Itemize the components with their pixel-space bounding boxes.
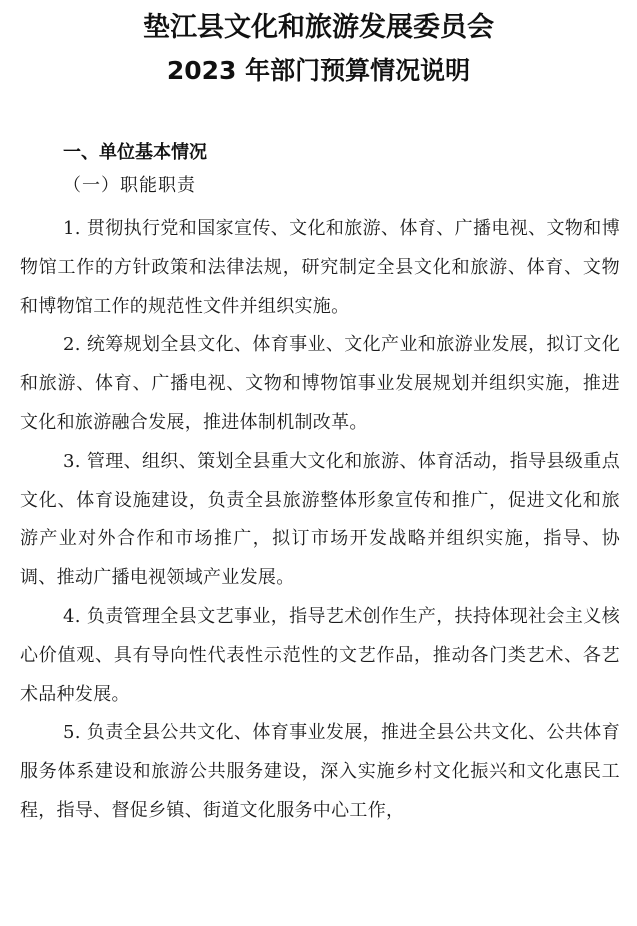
paragraph-list	[20, 210, 620, 831]
paragraph-5: 5. 负责全县公共文化、体育事业发展，推进全县公共文化、公共体育服务体系建设和旅游公共服务建设，深入实施乡村文化振兴和文化惠民工程，指导、督促乡镇、街道文化服务中心工作，	[20, 722, 620, 821]
section-heading: 一、单位基本情况	[63, 142, 207, 163]
subsection-heading: （一）职能职责	[63, 175, 196, 196]
paragraph-3: 3. 管理、组织、策划全县重大文化和旅游、体育活动，指导县级重点文化、体育设施建设，负责全县旅游整体形象宣传和推广，促进文化和旅游产业对外合作和市场推广，拟订市场开发战略并组织实施，指导、协调、推动广播电视领域产业发展。	[20, 450, 620, 589]
paragraph-4: 4. 负责管理全县文艺事业，指导艺术创作生产，扶持体现社会主义核心价值观、具有导向性代表性示范性的文艺作品，推动各门类艺术、各艺术品种发展。	[20, 605, 620, 705]
document-title-line1: 垫江县文化和旅游发展委员会	[143, 12, 494, 43]
paragraph-1: 1. 贯彻执行党和国家宣传、文化和旅游、体育、广播电视、文物和博物馆工作的方针政策和法律法规，研究制定全县文化和旅游、体育、文物和博物馆工作的规范性文件并组织实施。	[20, 218, 620, 317]
document-title-line2: 2023 年部门预算情况说明	[166, 56, 471, 85]
paragraph-2: 2. 统筹规划全县文化、体育事业、文化产业和旅游业发展，拟订文化和旅游、体育、广播电视、文物和博物馆事业发展规划并组织实施，推进文化和旅游融合发展，推进体制机制改革。	[20, 334, 620, 433]
